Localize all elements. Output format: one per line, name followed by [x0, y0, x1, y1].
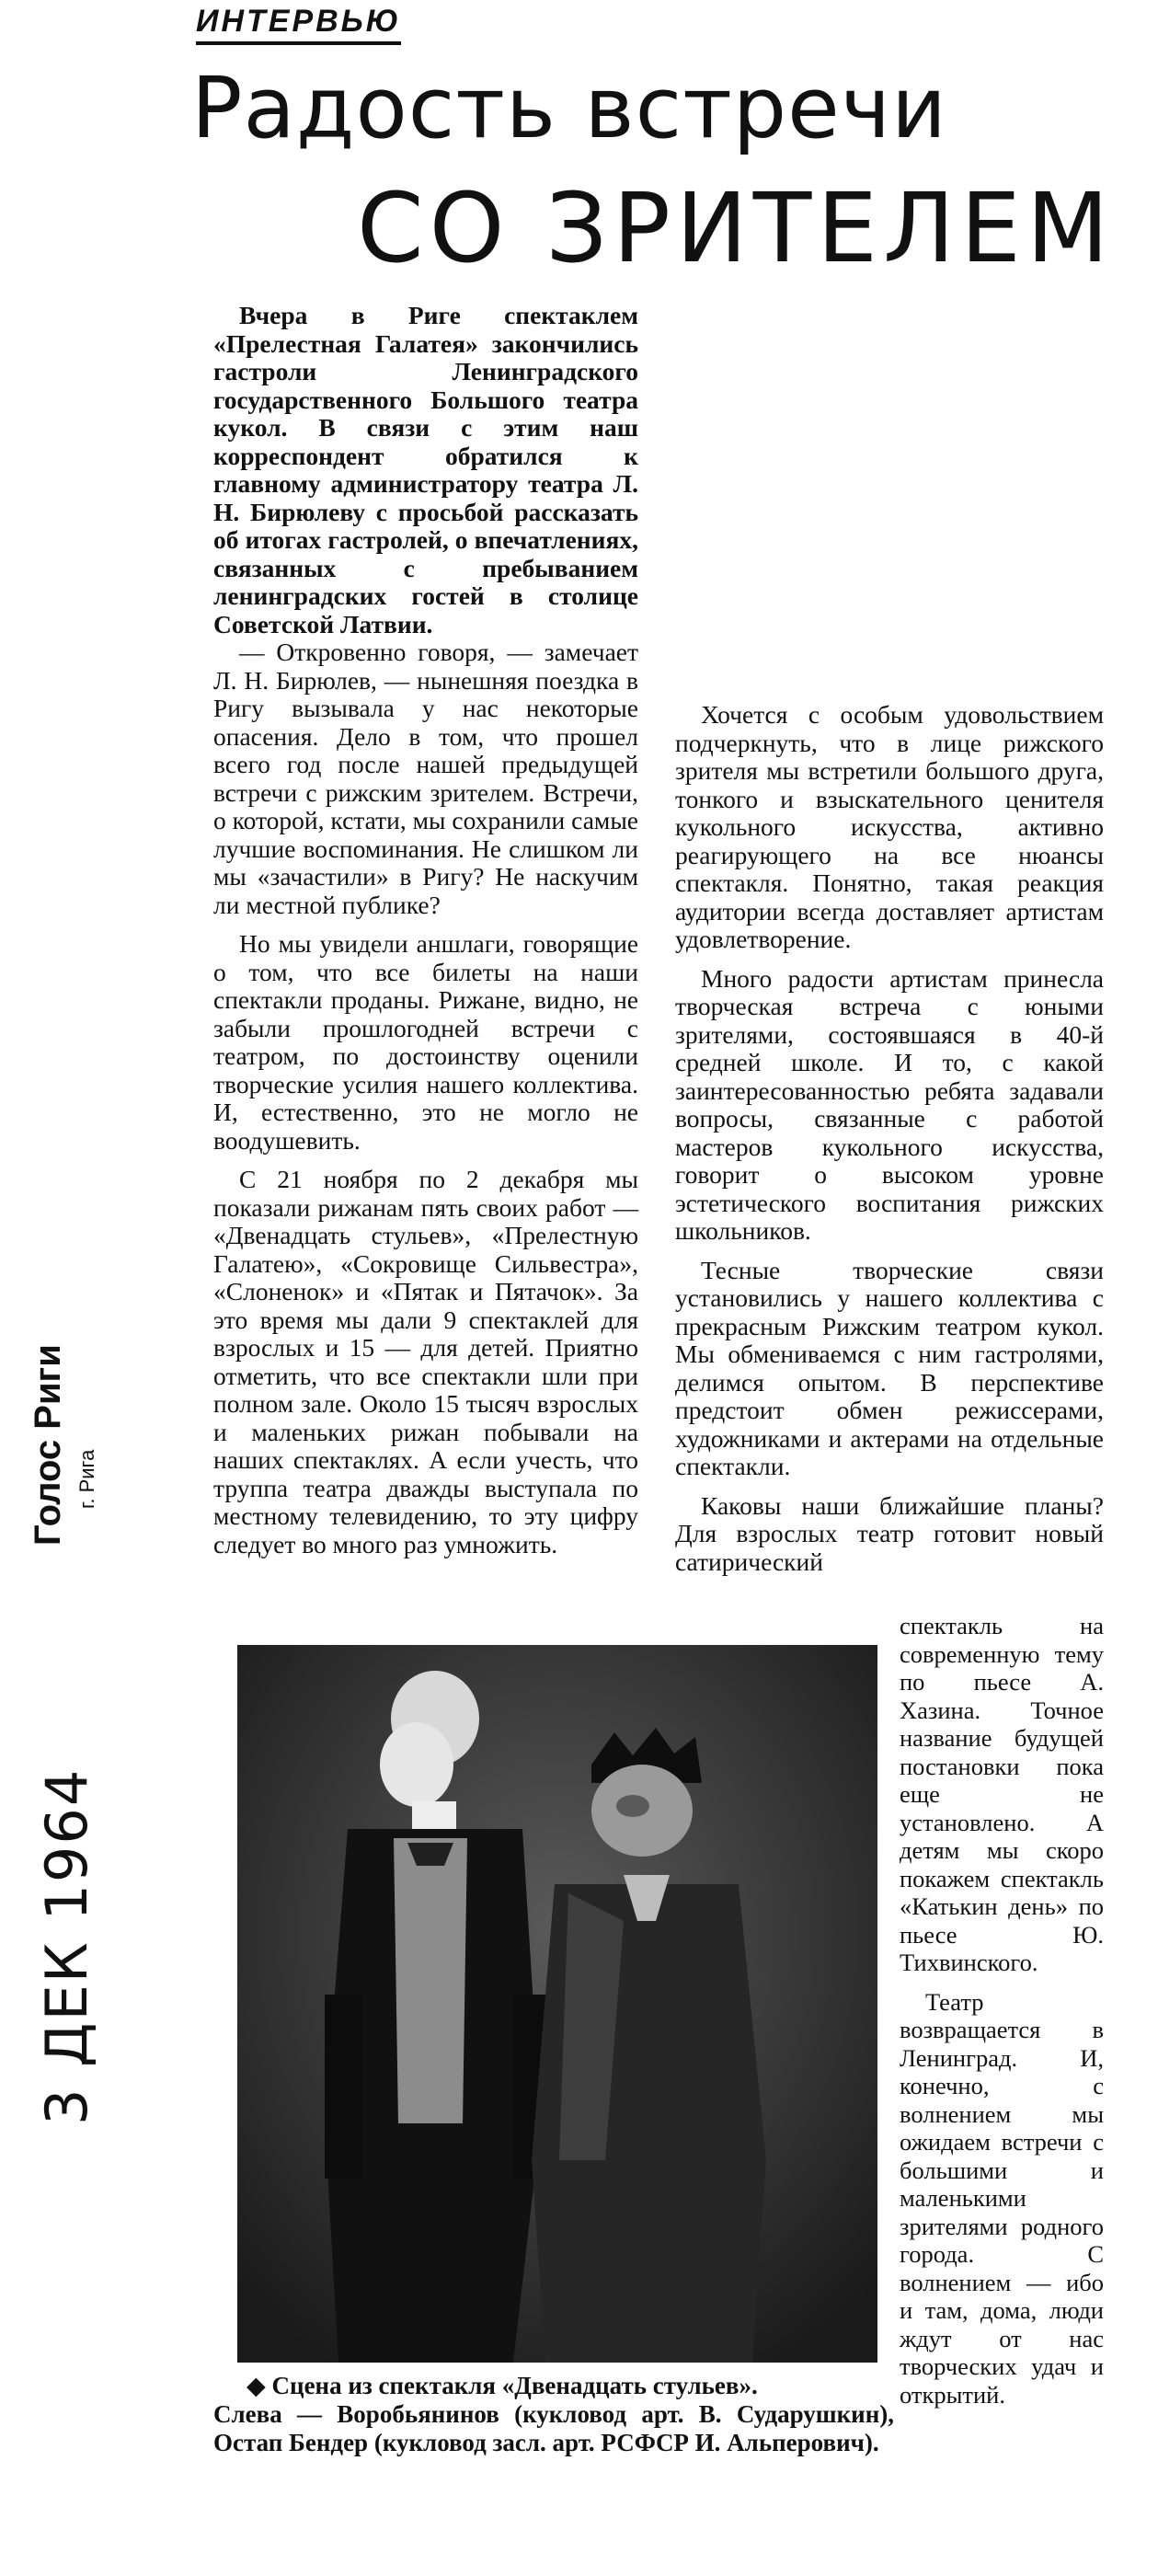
- headline-line-1: Радость встречи: [191, 59, 947, 157]
- scene-photo: [237, 1645, 877, 2363]
- article-paragraph: Хочется с особым удовольствием подчеркнуть, что в лице рижского зрителя мы встретили большого друга, тонкого и взыскательного ценителя кукольного искусства, активно реагирующего на все нюансы спектакля. Понятно, такая реакция аудитории всегда доставляет артистам удовлетворение.: [675, 700, 1104, 953]
- article-column-1: [213, 302, 638, 1558]
- article-paragraph: спектакль на современную тему по пьесе А. Хазина. Точное название будущей постановки пока еще не установлено. А детям мы скоро покажем спектакль «Катькин день» по пьесе Ю. Тихвинского.: [900, 1612, 1104, 1976]
- caption-line-2: Слева — Воробьянинов (кукловод арт. В. Сударушкин), Остап Бендер (кукловод засл. арт. РСФСР И. Альперович).: [213, 2400, 894, 2456]
- article-column-2-narrow: [900, 1612, 1104, 2409]
- newspaper-name: Голос Риги: [28, 1344, 68, 1546]
- article-paragraph: Тесные творческие связи установились у нашего коллектива с прекрасным Рижским театром кукол. Мы обмениваемся с ним гастролями, делимся опытом. В перспективе предстоит обмен режиссерами, художниками и актерами на отдельные спектакли.: [675, 1255, 1104, 1480]
- article-paragraph: С 21 ноября по 2 декабря мы показали рижанам пять своих работ — «Двенадцать стульев», «Прелестную Галатею», «Сокровище Сильвестра», «Слоненок» и «Пятак и Пятачок». За это время мы дали 9 спектаклей для взрослых и 15 — для детей. Приятно отметить, что все спектакли шли при полном зале. Около 15 тысяч взрослых и маленьких рижан побывали на наших спектаклях. А если учесть, что труппа театра дважды выступала по местному телевидению, то эту цифру следует во много раз умножить.: [213, 1165, 638, 1558]
- article-paragraph: Много радости артистам принесла творческая встреча с юными зрителями, состоявшаяся в 40-й средней школе. И то, с какой заинтересованностью ребята задавали вопросы, связанные с работой мастеров кукольного искусства, говорит о высоком уровне эстетического воспитания рижских школьников.: [675, 963, 1104, 1245]
- date-stamp: 3 ДЕК 1964: [33, 1767, 100, 2125]
- puppets-illustration: [237, 1645, 877, 2363]
- article-lead: Вчера в Риге спектаклем «Прелестная Галатея» закончились гастроли Ленинградского государственного Большого театра кукол. В связи с этим наш корреспондент обратился к главному администратору театра Л. Н. Бирюлеву с просьбой рассказать об итогах гастролей, о впечатлениях, связанных с пребыванием ленинградских гостей в столице Советской Латвии.: [213, 301, 638, 638]
- article-paragraph: Театр возвращается в Ленинград. И, конечно, с волнением мы ожидаем встречи с большими и маленькими зрителями родного города. С волнением — ибо и там, дома, люди ждут от нас творческих удач и открытий.: [900, 1987, 1104, 2409]
- headline-line-2: СО ЗРИТЕЛЕМ: [357, 172, 1115, 284]
- article-column-2: [675, 690, 1104, 1576]
- newspaper-city: г. Рига: [75, 1449, 98, 1509]
- photo-caption: [213, 2372, 894, 2457]
- article-paragraph: Каковы наши ближайшие планы? Для взрослых театр готовит новый сатирический: [675, 1490, 1104, 1576]
- article-paragraph: Но мы увидели аншлаги, говорящие о том, что все билеты на наши спектакли проданы. Рижане, видно, не забыли прошлогодней встречи с театром, по достоинству оценили творческие усилия нашего коллектива. И, естественно, это не могло не воодушевить.: [213, 929, 638, 1155]
- caption-line-1: ◆ Сцена из спектакля «Двенадцать стульев».: [247, 2372, 758, 2399]
- article-paragraph: — Откровенно говоря, — замечает Л. Н. Бирюлев, — нынешняя поездка в Ригу вызывала у нас некоторые опасения. Дело в том, что прошел всего год после нашей предыдущей встречи с рижским зрителем. Встречи, о которой, кстати, мы сохранили самые лучшие воспоминания. Не слишком ли мы «зачастили» в Ригу? Не наскучим ли местной публике?: [213, 638, 638, 919]
- rubric-label: ИНТЕРВЬЮ: [196, 4, 401, 45]
